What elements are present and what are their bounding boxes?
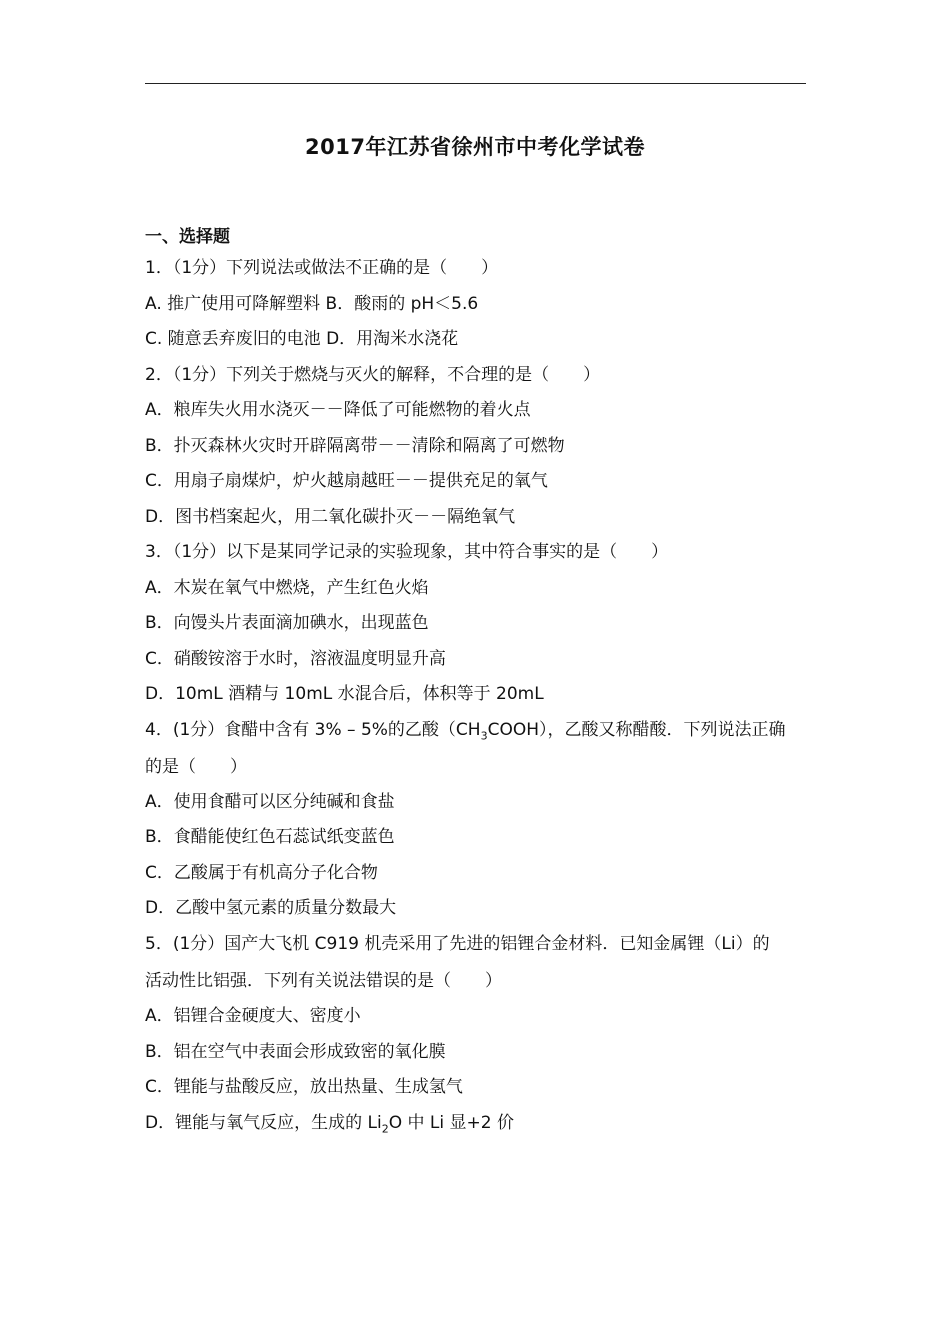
question-3-stem: 3．（1分）以下是某同学记录的实验现象，其中符合事实的是（ ） bbox=[145, 542, 669, 562]
formula-subscript: 3 bbox=[480, 729, 488, 743]
question-4-stem-line2: 的是（ ） bbox=[145, 757, 247, 777]
section-heading: 一、选择题 bbox=[145, 227, 230, 247]
question-2-option-c: C．用扇子扇煤炉，炉火越扇越旺－－提供充足的氧气 bbox=[145, 471, 548, 491]
question-4-stem bbox=[145, 718, 786, 748]
page-title: 2017年江苏省徐州市中考化学试卷 bbox=[305, 135, 645, 159]
question-2-option-a: A．粮库失火用水浇灭－－降低了可能燃物的着火点 bbox=[145, 400, 531, 420]
question-1-stem: 1．（1分）下列说法或做法不正确的是（ ） bbox=[145, 258, 499, 278]
question-5-stem: 5．(1分）国产大飞机 C919 机壳采用了先进的铝锂合金材料．已知金属锂（Li）的 bbox=[145, 934, 770, 954]
header-rule bbox=[145, 83, 806, 84]
question-5-stem-line2: 活动性比铝强．下列有关说法错误的是（ ） bbox=[145, 971, 502, 991]
question-4-stem-pre: 4．(1分）食醋中含有 3% – 5%的乙酸（CH bbox=[145, 720, 481, 740]
question-5-option-c: C．锂能与盐酸反应，放出热量、生成氢气 bbox=[145, 1077, 463, 1097]
formula-subscript: 2 bbox=[381, 1122, 389, 1136]
question-5-option-d-post: O 中 Li 显+2 价 bbox=[388, 1113, 514, 1133]
question-5-option-d bbox=[145, 1111, 514, 1141]
question-2-stem: 2．（1分）下列关于燃烧与灭火的解释，不合理的是（ ） bbox=[145, 365, 601, 385]
question-5-option-a: A．铝锂合金硬度大、密度小 bbox=[145, 1006, 361, 1026]
question-3-option-c: C．硝酸铵溶于水时，溶液温度明显升高 bbox=[145, 649, 446, 669]
question-2-option-d: D．图书档案起火，用二氧化碳扑灭－－隔绝氧气 bbox=[145, 507, 516, 527]
question-3-option-d: D．10mL 酒精与 10mL 水混合后，体积等于 20mL bbox=[145, 684, 544, 704]
question-3-option-a: A．木炭在氧气中燃烧，产生红色火焰 bbox=[145, 578, 429, 598]
question-3-option-b: B．向馒头片表面滴加碘水，出现蓝色 bbox=[145, 613, 429, 633]
question-4-stem-post: COOH），乙酸又称醋酸．下列说法正确 bbox=[487, 720, 786, 740]
question-5-option-d-pre: D．锂能与氧气反应，生成的 Li bbox=[145, 1113, 382, 1133]
question-4-option-a: A．使用食醋可以区分纯碱和食盐 bbox=[145, 792, 395, 812]
question-4-option-b: B．食醋能使红色石蕊试纸变蓝色 bbox=[145, 827, 395, 847]
question-2-option-b: B．扑灭森林火灾时开辟隔离带－－清除和隔离了可燃物 bbox=[145, 436, 565, 456]
question-4-option-c: C．乙酸属于有机高分子化合物 bbox=[145, 863, 378, 883]
question-1-options-ab: A. 推广使用可降解塑料 B．酸雨的 pH＜5.6 bbox=[145, 294, 479, 314]
question-4-option-d: D．乙酸中氢元素的质量分数最大 bbox=[145, 898, 397, 918]
question-1-options-cd: C. 随意丢弃废旧的电池 D．用淘米水浇花 bbox=[145, 329, 459, 349]
question-5-option-b: B．铝在空气中表面会形成致密的氧化膜 bbox=[145, 1042, 446, 1062]
